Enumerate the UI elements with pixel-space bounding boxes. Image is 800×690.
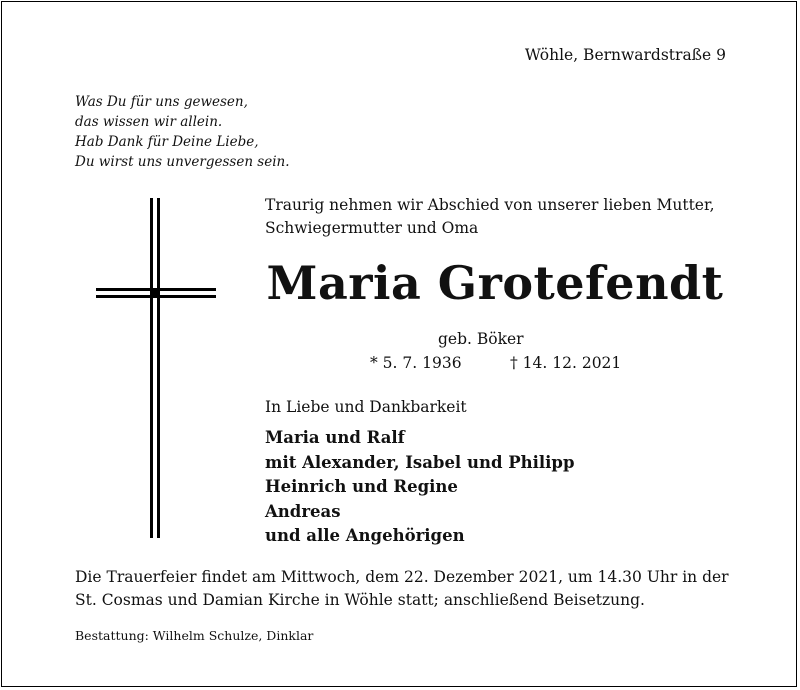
thanks-line: In Liebe und Dankbarkeit (265, 398, 467, 416)
poem-line: Was Du für uns gewesen, (75, 94, 248, 110)
mourner: Heinrich und Regine (265, 477, 458, 496)
deceased-name: Maria Grotefendt (266, 256, 724, 310)
cross-icon (96, 198, 216, 538)
funeral-line: Die Trauerfeier findet am Mittwoch, dem 22. Dezember 2021, um 14.30 Uhr in der (75, 568, 729, 586)
poem-line: Hab Dank für Deine Liebe, (75, 134, 259, 150)
mourner: mit Alexander, Isabel und Philipp (265, 452, 575, 472)
birth-date: * 5. 7. 1936 (370, 354, 462, 372)
poem-line: Du wirst uns unvergessen sein. (75, 154, 290, 170)
poem (75, 92, 290, 172)
funeral-line: St. Cosmas und Damian Kirche in Wöhle statt; anschließend Beisetzung. (75, 591, 645, 609)
mourners-list (265, 426, 575, 549)
address: Wöhle, Bernwardstraße 9 (524, 46, 726, 64)
maiden-name: geb. Böker (438, 330, 524, 348)
death-date: † 14. 12. 2021 (510, 354, 622, 372)
intro-text (265, 194, 715, 240)
mourner: und alle Angehörigen (265, 526, 465, 545)
intro-line: Schwiegermutter und Oma (265, 219, 479, 237)
intro-line: Traurig nehmen wir Abschied von unserer lieben Mutter, (265, 196, 715, 214)
funeral-info (75, 566, 735, 612)
mourner: Andreas (265, 501, 341, 521)
poem-line: das wissen wir allein. (75, 114, 223, 130)
undertaker: Bestattung: Wilhelm Schulze, Dinklar (75, 628, 314, 643)
mourner: Maria und Ralf (265, 428, 405, 447)
